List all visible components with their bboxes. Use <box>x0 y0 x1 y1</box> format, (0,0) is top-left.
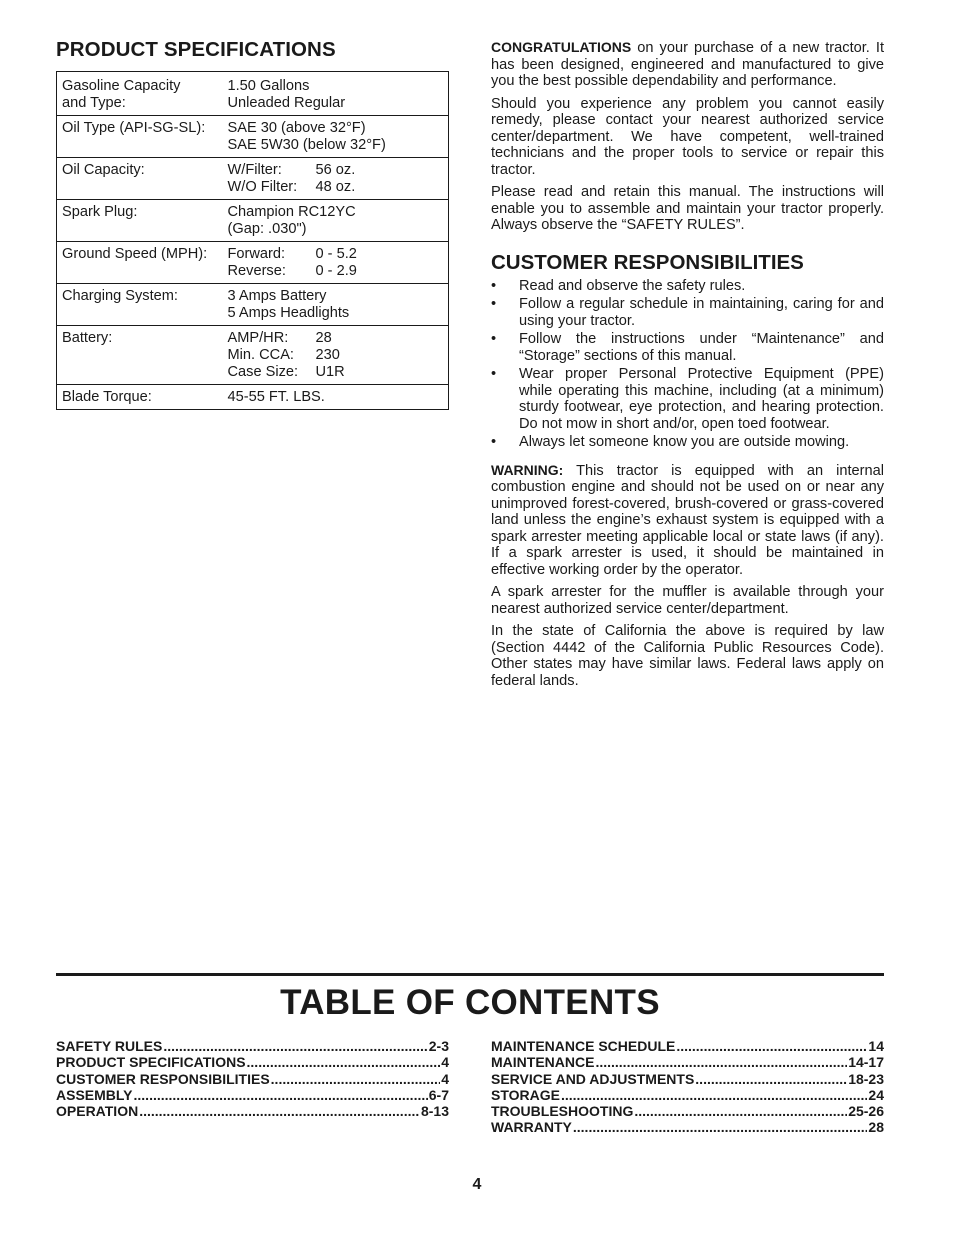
spec-value: W/Filter: <box>227 162 282 178</box>
spec-label-cell <box>57 326 228 385</box>
spec-value-line <box>228 204 449 221</box>
spec-value-line <box>228 120 449 137</box>
spec-label: Charging System: <box>62 288 178 304</box>
specifications-table <box>56 71 449 410</box>
spec-value-cell <box>228 385 449 410</box>
spec-value: SAE 5W30 (below 32°F) <box>227 137 386 153</box>
spec-subvalue: U1R <box>315 364 345 380</box>
responsibility-text: Follow a regular schedule in maintaining, caring for and using your tractor. <box>519 296 884 329</box>
responsibility-text: Read and observe the safety rules. <box>519 277 746 294</box>
toc-leader-dots <box>634 1103 847 1119</box>
toc-entry <box>56 1103 449 1119</box>
spec-value: 3 Amps Battery <box>227 288 327 304</box>
toc-entry-title: MAINTENANCE <box>491 1054 595 1071</box>
warning-paragraph <box>491 462 884 579</box>
spec-label: Oil Type (API-SG-SL): <box>62 120 206 136</box>
spec-value: Reverse: <box>227 263 286 279</box>
toc-entry-title: CUSTOMER RESPONSIBILITIES <box>56 1070 270 1087</box>
spec-value: Case Size: <box>227 364 299 380</box>
product-specifications-heading: PRODUCT SPECIFICATIONS <box>56 38 336 61</box>
spec-label: Battery: <box>62 330 113 346</box>
spec-subvalue: 0 - 5.2 <box>315 246 357 262</box>
spec-value-line <box>228 137 449 154</box>
spec-value-line <box>228 347 449 364</box>
spec-value-cell <box>228 158 449 200</box>
customer-responsibilities-list <box>491 278 884 451</box>
toc-entry-title: ASSEMBLY <box>56 1086 133 1103</box>
product-specifications-section <box>56 38 449 410</box>
problem-paragraph: Should you experience any problem you cannot easily remedy, please contact your nearest authorized service center/department. We have competent, well-trained technicians and the proper tools to service or repair this tractor. <box>491 95 884 178</box>
toc-divider <box>56 973 884 976</box>
toc-entry-title: MAINTENANCE SCHEDULE <box>491 1038 676 1054</box>
toc-entry <box>491 1087 884 1103</box>
california-law-paragraph: In the state of California the above is required by law (Section 4442 of the California Public Resources Code). Other states may have similar laws. Federal laws apply on federal lands. <box>491 623 884 689</box>
toc-entry-page: 24 <box>868 1086 884 1103</box>
toc-leader-dots <box>595 1054 847 1070</box>
toc-entry-page: 2-3 <box>428 1038 449 1054</box>
spec-value-line <box>228 288 449 305</box>
spec-label-cell <box>57 116 228 158</box>
toc-entry-page: 14 <box>868 1038 884 1054</box>
toc-left-column <box>56 1038 449 1119</box>
responsibility-text: Always let someone know you are outside mowing. <box>519 434 850 450</box>
list-item <box>491 366 884 432</box>
toc-entry-page: 18-23 <box>848 1070 884 1087</box>
toc-entry <box>491 1038 884 1054</box>
spec-value: 1.50 Gallons <box>227 78 310 94</box>
retain-manual-paragraph: Please read and retain this manual. The instructions will enable you to assemble and maintain your tractor properly. Always observe the “SAFETY RULES”. <box>491 184 884 233</box>
bullet-icon: • <box>491 277 497 294</box>
spec-value-cell <box>228 326 449 385</box>
spec-subvalue: 230 <box>315 347 340 363</box>
toc-entry-title: PRODUCT SPECIFICATIONS <box>56 1054 246 1071</box>
spec-label: Oil Capacity: <box>62 162 145 178</box>
spec-value-cell <box>228 284 449 326</box>
congratulations-text: on your purchase of a new tractor. It has been designed, engineered and manufactured to give you the best possible dependability and performance. <box>491 40 884 89</box>
spec-label-cell <box>57 158 228 200</box>
toc-entry <box>491 1103 884 1119</box>
bullet-icon: • <box>491 366 497 382</box>
toc-entry-page: 25-26 <box>848 1103 884 1120</box>
spec-row <box>57 158 449 200</box>
spec-value: Min. CCA: <box>227 347 294 363</box>
spec-value-line <box>228 305 449 322</box>
spec-value-line <box>228 95 449 112</box>
toc-entry-title: SERVICE AND ADJUSTMENTS <box>491 1070 695 1087</box>
spec-value-line <box>228 179 449 196</box>
spec-label-cell <box>57 284 228 326</box>
spec-subvalue: 0 - 2.9 <box>315 263 357 279</box>
list-item <box>491 278 884 295</box>
customer-responsibilities-heading: CUSTOMER RESPONSIBILITIES <box>491 250 804 274</box>
toc-right-column <box>491 1038 884 1136</box>
spec-label: Ground Speed (MPH): <box>62 246 208 262</box>
spec-value-line <box>228 221 449 238</box>
toc-entry-title: OPERATION <box>56 1103 139 1120</box>
toc-leader-dots <box>134 1087 428 1103</box>
toc-leader-dots <box>573 1119 868 1135</box>
spec-subvalue: 28 <box>315 330 332 346</box>
spec-value-line <box>228 330 449 347</box>
spec-label: and Type: <box>62 95 126 111</box>
toc-leader-dots <box>163 1038 427 1054</box>
toc-entry-page: 4 <box>441 1070 449 1087</box>
toc-entry <box>491 1119 884 1135</box>
table-of-contents-heading: TABLE OF CONTENTS <box>280 983 660 1022</box>
spec-value-line <box>228 162 449 179</box>
spec-value: W/O Filter: <box>227 179 298 195</box>
toc-entry <box>56 1087 449 1103</box>
spec-value: 45-55 FT. LBS. <box>227 389 325 405</box>
bullet-icon: • <box>491 331 497 347</box>
responsibility-text: Wear proper Personal Protective Equipment (PPE) while operating this machine, including (at a minimum) sturdy footwear, eye protection, and hearing protection. Do not mow in short and/or, open toed footwear. <box>519 366 884 432</box>
spec-value: Champion RC12YC <box>227 204 356 220</box>
spec-subvalue: 56 oz. <box>315 162 356 178</box>
toc-entry-title: STORAGE <box>491 1086 560 1103</box>
spec-value: 5 Amps Headlights <box>227 305 350 321</box>
spec-value: SAE 30 (above 32°F) <box>227 120 366 136</box>
spec-value-line <box>228 263 449 280</box>
spec-label-cell <box>57 385 228 410</box>
spec-label-cell <box>57 200 228 242</box>
spec-label-cell <box>57 72 228 116</box>
spec-value-line <box>228 389 449 406</box>
spec-value-cell <box>228 200 449 242</box>
toc-entry-page: 14-17 <box>848 1054 884 1071</box>
congratulations-lead: CONGRATULATIONS <box>491 39 632 55</box>
spec-value-line <box>228 246 449 263</box>
warning-lead: WARNING: <box>491 461 564 478</box>
spec-row <box>57 72 449 116</box>
spec-label: Blade Torque: <box>62 389 152 405</box>
toc-entry <box>56 1071 449 1087</box>
spec-value-cell <box>228 242 449 284</box>
spec-subvalue: 48 oz. <box>315 179 356 195</box>
list-item <box>491 296 884 329</box>
toc-entry-title: WARRANTY <box>491 1119 572 1136</box>
toc-entry <box>491 1071 884 1087</box>
spec-row <box>57 326 449 385</box>
toc-entry <box>56 1054 449 1070</box>
spec-row <box>57 385 449 410</box>
toc-entry-page: 6-7 <box>428 1086 449 1103</box>
toc-entry <box>56 1038 449 1054</box>
spec-value: (Gap: .030") <box>227 221 307 237</box>
toc-entry-title: TROUBLESHOOTING <box>491 1103 634 1120</box>
spec-value-cell <box>228 116 449 158</box>
spark-arrester-paragraph: A spark arrester for the muffler is available through your nearest authorized service center/department. <box>491 584 884 617</box>
toc-leader-dots <box>271 1071 441 1087</box>
spec-row <box>57 116 449 158</box>
toc-leader-dots <box>139 1103 420 1119</box>
intro-section <box>491 39 884 695</box>
specifications-table-body <box>57 72 449 410</box>
congratulations-paragraph <box>491 39 884 90</box>
toc-leader-dots <box>247 1054 441 1070</box>
bullet-icon: • <box>491 296 497 312</box>
list-item <box>491 434 884 451</box>
toc-leader-dots <box>676 1038 867 1054</box>
spec-value-cell <box>228 72 449 116</box>
responsibility-text: Follow the instructions under “Maintenance” and “Storage” sections of this manual. <box>519 331 884 364</box>
toc-entry-page: 28 <box>868 1119 884 1136</box>
page-number: 4 <box>472 1176 482 1193</box>
list-item <box>491 331 884 364</box>
spec-value: Unleaded Regular <box>227 95 346 111</box>
spec-label: Spark Plug: <box>62 204 138 220</box>
spec-label: Gasoline Capacity <box>62 78 181 94</box>
spec-value-line <box>228 78 449 95</box>
spec-row <box>57 242 449 284</box>
toc-entry-title: SAFETY RULES <box>56 1038 163 1054</box>
toc-entry <box>491 1054 884 1070</box>
toc-leader-dots <box>695 1071 847 1087</box>
warning-text: This tractor is equipped with an internal combustion engine and should not be used on or near any unimproved forest-covered, brush-covered or grass-covered land unless the engine’s exhaust system is equipped with a spark arrester meeting applicable local or state laws (if any). If a spark arrester is used, it should be maintained in effective working order by the operator. <box>491 462 884 578</box>
bullet-icon: • <box>491 434 497 450</box>
toc-leader-dots <box>561 1087 867 1103</box>
toc-entry-page: 8-13 <box>420 1103 449 1120</box>
spec-label-cell <box>57 242 228 284</box>
spec-value: AMP/HR: <box>227 330 289 346</box>
spec-row <box>57 200 449 242</box>
spec-value-line <box>228 364 449 381</box>
toc-entry-page: 4 <box>441 1054 449 1071</box>
spec-value: Forward: <box>227 246 286 262</box>
spec-row <box>57 284 449 326</box>
